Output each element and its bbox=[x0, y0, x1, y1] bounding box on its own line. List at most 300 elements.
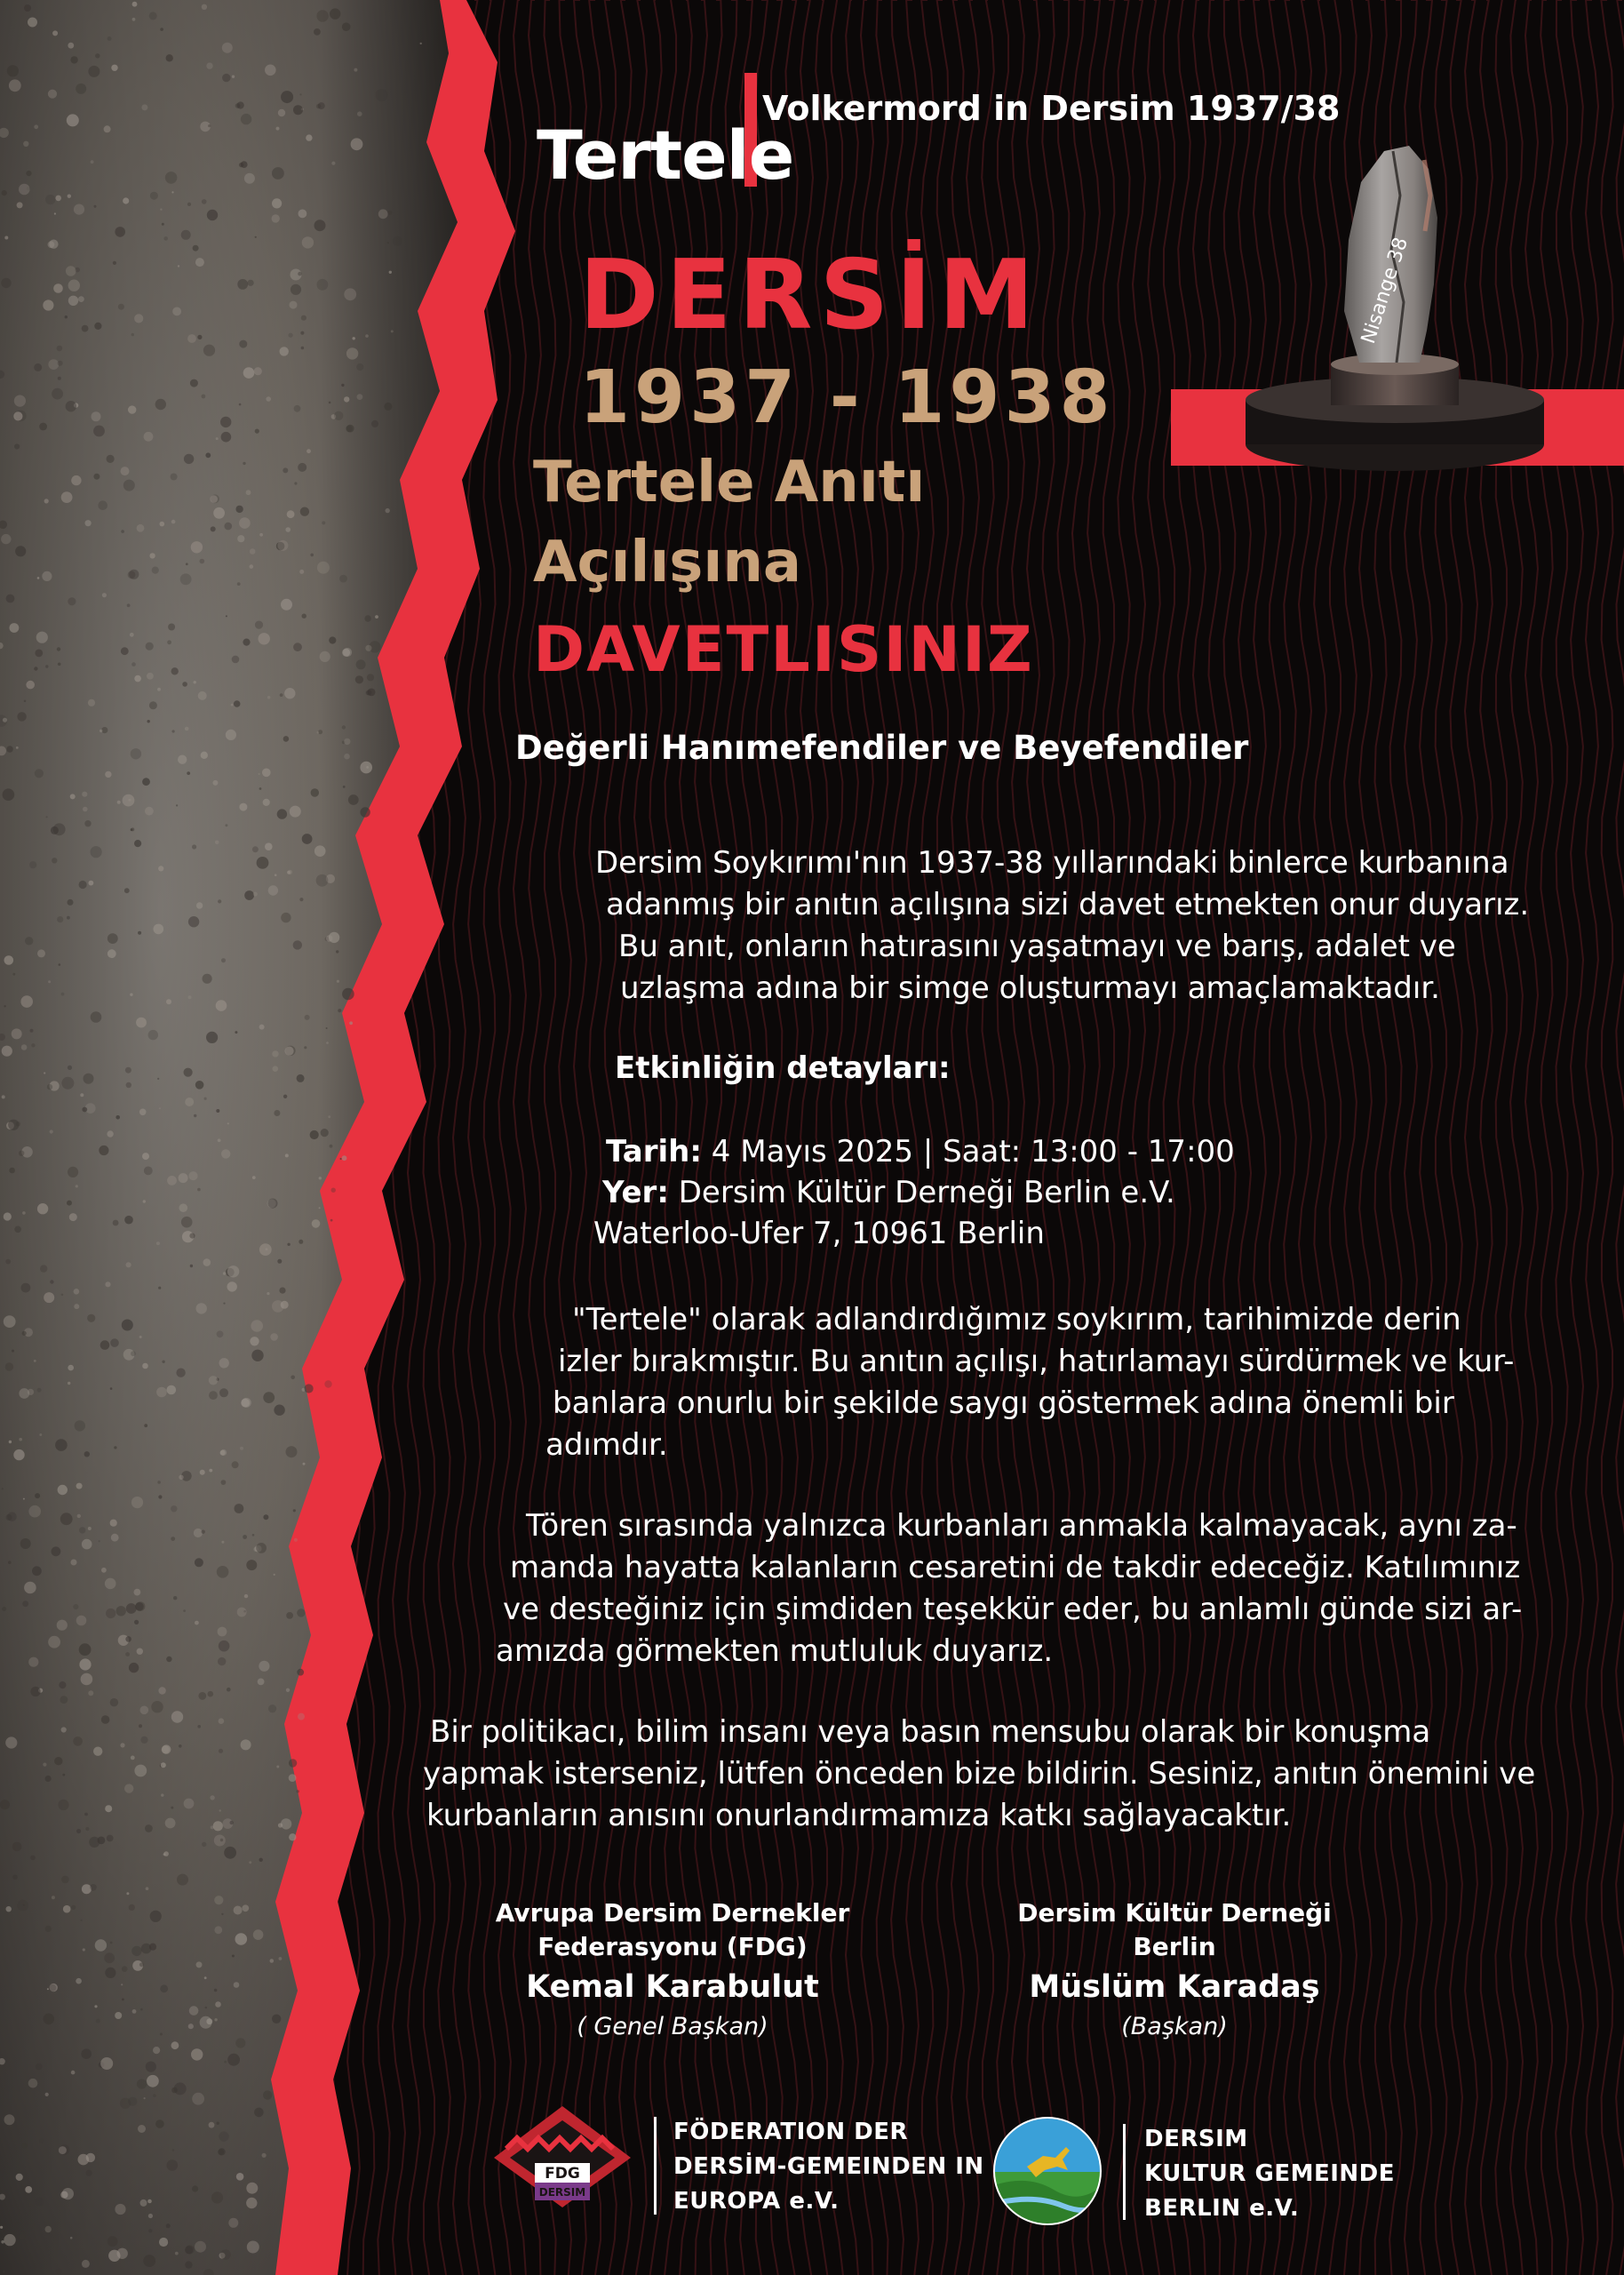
rock-speckle bbox=[281, 599, 292, 611]
rock-speckle bbox=[87, 1314, 95, 1322]
rock-speckle bbox=[185, 727, 189, 731]
rock-speckle bbox=[219, 1809, 221, 1811]
rock-speckle bbox=[151, 1701, 163, 1712]
rock-speckle bbox=[163, 1853, 166, 1856]
rock-speckle bbox=[187, 334, 196, 343]
rock-speckle bbox=[115, 1115, 120, 1120]
rock-speckle bbox=[107, 1130, 113, 1137]
rock-speckle bbox=[329, 636, 336, 643]
rock-speckle bbox=[68, 597, 76, 605]
rock-speckle bbox=[159, 2238, 168, 2247]
rock-speckle bbox=[37, 1203, 48, 1214]
rock-speckle bbox=[167, 2159, 179, 2171]
rock-speckle bbox=[163, 236, 168, 241]
rock-speckle bbox=[162, 1361, 164, 1363]
rock-speckle bbox=[239, 517, 251, 529]
rock-speckle bbox=[105, 1805, 112, 1812]
rock-speckle bbox=[1, 534, 11, 544]
rock-speckle bbox=[2, 1607, 6, 1611]
rock-speckle bbox=[134, 1620, 139, 1624]
rock-speckle bbox=[286, 1688, 290, 1692]
rock-speckle bbox=[235, 1031, 237, 1034]
rock-speckle bbox=[251, 1350, 263, 1361]
rock-speckle bbox=[281, 1818, 291, 1829]
rock-speckle bbox=[74, 1289, 80, 1295]
rock-speckle bbox=[184, 1799, 195, 1809]
dkg-logo-icon bbox=[991, 2115, 1103, 2227]
rock-speckle bbox=[219, 2148, 226, 2155]
text-line: amızda görmekten mutluluk duyarız. bbox=[496, 1633, 1054, 1669]
rock-speckle bbox=[78, 296, 84, 302]
rock-speckle bbox=[224, 523, 232, 531]
rock-speckle bbox=[220, 1839, 223, 1841]
rock-speckle bbox=[344, 738, 350, 745]
rock-speckle bbox=[49, 1984, 56, 1992]
rock-speckle bbox=[61, 491, 73, 503]
rock-speckle bbox=[354, 68, 357, 72]
rock-speckle bbox=[3, 788, 15, 801]
rock-speckle bbox=[202, 1842, 206, 1847]
rock-speckle bbox=[121, 467, 130, 475]
rock-speckle bbox=[146, 643, 154, 651]
rock-speckle bbox=[85, 1827, 89, 1831]
rock-speckle bbox=[280, 693, 283, 697]
rock-speckle bbox=[224, 2061, 227, 2063]
rock-speckle bbox=[110, 1387, 113, 1390]
rock-speckle bbox=[149, 553, 155, 558]
rock-speckle bbox=[105, 1578, 116, 1590]
rock-speckle bbox=[334, 411, 343, 420]
rock-speckle bbox=[162, 223, 164, 226]
rock-speckle bbox=[277, 809, 287, 818]
rock-speckle bbox=[12, 1350, 14, 1353]
rock-speckle bbox=[185, 1098, 194, 1106]
rock-speckle bbox=[351, 138, 363, 150]
rock-speckle bbox=[52, 30, 58, 36]
rock-speckle bbox=[8, 1120, 19, 1130]
rock-speckle bbox=[272, 167, 284, 180]
rock-speckle bbox=[231, 704, 234, 706]
rock-speckle bbox=[346, 426, 353, 433]
rock-speckle bbox=[230, 1821, 234, 1824]
rock-speckle bbox=[61, 1876, 69, 1884]
rock-speckle bbox=[178, 265, 179, 267]
rock-speckle bbox=[300, 507, 309, 516]
rock-speckle bbox=[274, 1574, 275, 1576]
logo-divider bbox=[1123, 2124, 1126, 2220]
rock-speckle bbox=[217, 1330, 224, 1337]
rock-speckle bbox=[212, 780, 218, 786]
rock-speckle bbox=[227, 1688, 231, 1692]
rock-speckle bbox=[104, 1952, 115, 1963]
rock-speckle bbox=[239, 403, 242, 406]
rock-speckle bbox=[227, 1281, 237, 1291]
signature-name: Müslüm Karadaş bbox=[1029, 1969, 1320, 2005]
rock-speckle bbox=[338, 1009, 341, 1012]
rock-speckle bbox=[134, 1589, 141, 1596]
rock-speckle bbox=[255, 236, 257, 238]
rock-speckle bbox=[143, 1200, 146, 1202]
rock-speckle bbox=[337, 980, 339, 983]
rock-speckle bbox=[167, 640, 171, 644]
rock-speckle bbox=[66, 266, 76, 276]
rock-speckle bbox=[225, 824, 227, 826]
rock-speckle bbox=[84, 1074, 94, 1084]
rock-speckle bbox=[39, 2138, 44, 2143]
rock-speckle bbox=[310, 554, 314, 557]
rock-speckle bbox=[289, 333, 293, 338]
rock-speckle bbox=[342, 988, 354, 1001]
rock-speckle bbox=[184, 1068, 193, 1077]
rock-speckle bbox=[216, 1109, 219, 1113]
rock-speckle bbox=[139, 1724, 142, 1728]
rock-speckle bbox=[20, 995, 33, 1008]
rock-speckle bbox=[326, 1042, 329, 1044]
rock-speckle bbox=[37, 1388, 42, 1393]
rock-speckle bbox=[55, 196, 61, 202]
rock-speckle bbox=[134, 675, 141, 682]
rock-speckle bbox=[71, 1560, 77, 1566]
rock-speckle bbox=[52, 1546, 61, 1556]
rock-speckle bbox=[124, 1216, 133, 1225]
rock-speckle bbox=[19, 184, 30, 196]
rock-speckle bbox=[26, 681, 35, 690]
rock-speckle bbox=[195, 2241, 206, 2253]
rock-speckle bbox=[83, 807, 88, 812]
rock-speckle bbox=[160, 2033, 163, 2036]
rock-speckle bbox=[330, 1145, 333, 1148]
rock-speckle bbox=[150, 192, 158, 200]
rock-speckle bbox=[329, 402, 331, 404]
rock-speckle bbox=[48, 90, 57, 99]
rock-speckle bbox=[194, 681, 196, 683]
rock-speckle bbox=[219, 1388, 228, 1397]
rock-speckle bbox=[211, 526, 216, 531]
rock-speckle bbox=[253, 892, 258, 897]
rock-speckle bbox=[61, 1727, 67, 1732]
rock-speckle bbox=[84, 1813, 88, 1816]
rock-speckle bbox=[188, 995, 192, 999]
rock-speckle bbox=[294, 482, 297, 484]
rock-speckle bbox=[79, 1643, 92, 1656]
rock-speckle bbox=[115, 227, 125, 237]
rock-speckle bbox=[219, 1358, 229, 1368]
rock-speckle bbox=[227, 2054, 240, 2066]
rock-speckle bbox=[180, 573, 192, 585]
rock-speckle bbox=[200, 559, 205, 564]
rock-speckle bbox=[357, 111, 362, 116]
rock-speckle bbox=[207, 210, 218, 220]
rock-speckle bbox=[410, 148, 412, 150]
rock-speckle bbox=[138, 2125, 146, 2133]
rock-speckle bbox=[139, 1336, 142, 1338]
rock-speckle bbox=[73, 1736, 83, 1746]
headline-title: DERSİM bbox=[579, 240, 1042, 351]
rock-speckle bbox=[314, 220, 326, 231]
rock-speckle bbox=[59, 963, 61, 966]
rock-speckle bbox=[99, 1540, 100, 1542]
rock-speckle bbox=[144, 1167, 153, 1176]
rock-speckle bbox=[259, 1661, 269, 1672]
rock-speckle bbox=[364, 615, 370, 621]
rock-speckle bbox=[68, 1167, 78, 1177]
rock-speckle bbox=[205, 2007, 208, 2009]
rock-speckle bbox=[4, 1005, 5, 1007]
rock-speckle bbox=[166, 1656, 171, 1662]
rock-speckle bbox=[77, 1514, 81, 1518]
rock-speckle bbox=[221, 958, 226, 962]
rock-speckle bbox=[35, 769, 44, 778]
rock-speckle bbox=[105, 1968, 115, 1978]
rock-speckle bbox=[259, 773, 260, 775]
rock-speckle bbox=[217, 2122, 219, 2125]
rock-speckle bbox=[299, 93, 301, 95]
rock-speckle bbox=[278, 109, 285, 116]
rock-speckle bbox=[5, 1736, 17, 1748]
rock-speckle bbox=[76, 1829, 81, 1833]
rock-speckle bbox=[171, 1807, 173, 1809]
rock-speckle bbox=[257, 857, 269, 869]
rock-speckle bbox=[137, 2079, 147, 2089]
rock-speckle bbox=[298, 272, 302, 276]
logo-divider bbox=[654, 2117, 657, 2215]
rock-speckle bbox=[89, 881, 94, 886]
rock-speckle bbox=[376, 89, 388, 101]
rock-speckle bbox=[206, 1032, 218, 1043]
rock-speckle bbox=[330, 1219, 333, 1222]
rock-speckle bbox=[113, 1220, 119, 1226]
rock-speckle bbox=[342, 725, 346, 729]
rock-speckle bbox=[22, 2143, 28, 2148]
rock-speckle bbox=[220, 1450, 226, 1456]
rock-speckle bbox=[185, 2261, 192, 2268]
rock-speckle bbox=[226, 615, 227, 617]
rock-speckle bbox=[145, 807, 154, 816]
paragraph-ceremony bbox=[496, 1505, 1545, 1672]
place-label: Yer: bbox=[602, 1175, 669, 1210]
rock-speckle bbox=[341, 384, 344, 387]
rock-speckle bbox=[160, 28, 163, 31]
rock-speckle bbox=[285, 1047, 294, 1056]
rock-speckle bbox=[368, 689, 376, 697]
rock-speckle bbox=[252, 1534, 255, 1537]
rock-speckle bbox=[235, 1933, 248, 1945]
rock-speckle bbox=[76, 1978, 82, 1984]
rock-speckle bbox=[202, 199, 207, 204]
signature-org: Dersim Kültür Derneği bbox=[1017, 1898, 1332, 1928]
rock-speckle bbox=[331, 162, 335, 165]
rock-speckle bbox=[254, 2108, 264, 2118]
rock-speckle bbox=[266, 1248, 268, 1250]
rock-speckle bbox=[243, 639, 250, 646]
rock-speckle bbox=[250, 548, 256, 555]
rock-speckle bbox=[128, 405, 136, 413]
rock-speckle bbox=[147, 2075, 159, 2087]
rock-speckle bbox=[79, 1658, 91, 1670]
rock-speckle bbox=[30, 1687, 40, 1696]
rock-speckle bbox=[185, 2246, 193, 2254]
rock-speckle bbox=[130, 994, 132, 996]
text-line: uzlaşma adına bir simge oluşturmayı amaçlamaktadır. bbox=[620, 970, 1440, 1006]
rock-speckle bbox=[348, 794, 359, 805]
rock-speckle bbox=[287, 1243, 290, 1246]
rock-speckle bbox=[153, 2094, 156, 2097]
rock-speckle bbox=[297, 1074, 305, 1082]
rock-speckle bbox=[189, 1233, 195, 1239]
rock-speckle bbox=[34, 124, 38, 129]
rock-speckle bbox=[57, 346, 63, 352]
rock-speckle bbox=[190, 1265, 193, 1267]
rock-speckle bbox=[283, 736, 290, 742]
rock-speckle bbox=[209, 1391, 218, 1400]
rock-speckle bbox=[93, 474, 100, 480]
rock-speckle bbox=[4, 1315, 16, 1328]
rock-speckle bbox=[45, 2226, 52, 2232]
rock-speckle bbox=[283, 1095, 287, 1098]
rock-speckle bbox=[223, 1303, 225, 1305]
rock-speckle bbox=[21, 1283, 31, 1293]
rock-speckle bbox=[241, 161, 248, 168]
rock-speckle bbox=[5, 1362, 13, 1370]
rock-speckle bbox=[214, 1896, 223, 1904]
rock-speckle bbox=[182, 682, 187, 687]
rock-speckle bbox=[217, 1566, 229, 1578]
rock-speckle bbox=[155, 399, 166, 410]
rock-speckle bbox=[270, 1959, 275, 1963]
rock-speckle bbox=[353, 337, 355, 339]
rock-speckle bbox=[218, 899, 221, 903]
rock-speckle bbox=[13, 411, 22, 420]
rock-speckle bbox=[176, 804, 178, 806]
rock-speckle bbox=[14, 1226, 21, 1233]
rock-speckle bbox=[235, 1504, 244, 1513]
rock-speckle bbox=[266, 396, 271, 402]
rock-speckle bbox=[371, 420, 378, 427]
rock-speckle bbox=[342, 1155, 347, 1161]
rock-speckle bbox=[204, 1098, 207, 1100]
fdg-badge-bottom: DERSIM bbox=[538, 2186, 586, 2199]
brand-logo-text: Tertele bbox=[537, 116, 794, 195]
rock-speckle bbox=[100, 2057, 113, 2070]
rock-speckle bbox=[224, 1847, 236, 1859]
rock-speckle bbox=[227, 1122, 229, 1124]
rock-speckle bbox=[290, 301, 298, 309]
rock-speckle bbox=[365, 645, 371, 651]
rock-speckle bbox=[181, 1217, 193, 1228]
rock-speckle bbox=[30, 1029, 34, 1033]
rock-speckle bbox=[290, 806, 301, 818]
paragraph-speech bbox=[423, 1712, 1542, 1837]
rock-speckle bbox=[263, 2090, 272, 2099]
rock-speckle bbox=[204, 1976, 207, 1979]
rock-speckle bbox=[39, 423, 47, 431]
rock-speckle bbox=[165, 172, 178, 184]
rock-speckle bbox=[12, 973, 15, 976]
date-label: Tarih: bbox=[606, 1134, 702, 1169]
rock-speckle bbox=[1, 278, 11, 288]
rock-speckle bbox=[94, 323, 101, 330]
rock-speckle bbox=[195, 1081, 204, 1090]
rock-speckle bbox=[30, 1856, 36, 1861]
rock-speckle bbox=[76, 84, 86, 94]
rock-speckle bbox=[328, 1115, 330, 1118]
rock-speckle bbox=[17, 202, 23, 208]
rock-speckle bbox=[311, 788, 319, 796]
rock-speckle bbox=[393, 236, 402, 246]
rock-speckle bbox=[6, 1906, 12, 1912]
rock-speckle bbox=[17, 1900, 28, 1912]
rock-speckle bbox=[293, 643, 302, 651]
rock-speckle bbox=[44, 1072, 45, 1074]
rock-speckle bbox=[246, 490, 251, 495]
rock-speckle bbox=[142, 1363, 148, 1369]
rock-speckle bbox=[28, 18, 37, 28]
rock-speckle bbox=[161, 1762, 166, 1768]
rock-speckle bbox=[52, 388, 63, 400]
rock-speckle bbox=[289, 1833, 296, 1840]
rock-speckle bbox=[297, 1608, 305, 1616]
rock-speckle bbox=[277, 1259, 282, 1264]
rock-speckle bbox=[272, 214, 280, 222]
rock-speckle bbox=[291, 1376, 295, 1380]
headline-invite: DAVETLISINIZ bbox=[533, 613, 1034, 686]
rock-speckle bbox=[302, 834, 313, 844]
rock-speckle bbox=[105, 771, 111, 778]
rock-speckle bbox=[71, 475, 81, 485]
rock-speckle bbox=[115, 2012, 122, 2019]
rock-speckle bbox=[7, 65, 19, 76]
rock-speckle bbox=[284, 688, 295, 698]
rock-speckle bbox=[60, 1696, 68, 1704]
rock-speckle bbox=[2, 1095, 5, 1098]
rock-speckle bbox=[213, 507, 225, 519]
rock-speckle bbox=[196, 1961, 203, 1968]
rock-speckle bbox=[171, 1711, 183, 1722]
rock-speckle bbox=[191, 2048, 203, 2060]
fdg-logo-line: DERSİM-GEMEINDEN IN bbox=[673, 2153, 984, 2180]
rock-speckle bbox=[114, 1446, 116, 1449]
rock-speckle bbox=[283, 467, 288, 473]
rock-speckle bbox=[157, 1078, 159, 1080]
rock-speckle bbox=[166, 54, 173, 61]
rock-speckle bbox=[389, 271, 392, 274]
rock-speckle bbox=[294, 405, 301, 412]
rock-speckle bbox=[36, 632, 48, 643]
rock-speckle bbox=[288, 870, 292, 874]
rock-speckle bbox=[43, 1763, 46, 1767]
rock-speckle bbox=[216, 1000, 227, 1011]
rock-speckle bbox=[286, 1612, 293, 1619]
fdg-badge-top: FDG bbox=[545, 2165, 580, 2183]
rock-speckle bbox=[160, 1984, 168, 1992]
rock-speckle bbox=[123, 197, 129, 204]
rock-speckle bbox=[312, 1219, 321, 1228]
rock-speckle bbox=[203, 1258, 211, 1266]
rock-speckle bbox=[57, 1620, 68, 1631]
rock-speckle bbox=[246, 1560, 257, 1570]
rock-speckle bbox=[129, 1904, 135, 1911]
rock-speckle bbox=[124, 888, 130, 893]
rock-speckle bbox=[200, 2016, 212, 2029]
rock-speckle bbox=[86, 2170, 92, 2176]
rock-speckle bbox=[162, 1744, 171, 1753]
rock-speckle bbox=[360, 807, 370, 817]
rock-speckle bbox=[329, 932, 339, 943]
rock-speckle bbox=[14, 395, 26, 407]
rock-speckle bbox=[387, 242, 389, 243]
rock-speckle bbox=[192, 844, 196, 849]
rock-speckle bbox=[24, 1582, 36, 1594]
